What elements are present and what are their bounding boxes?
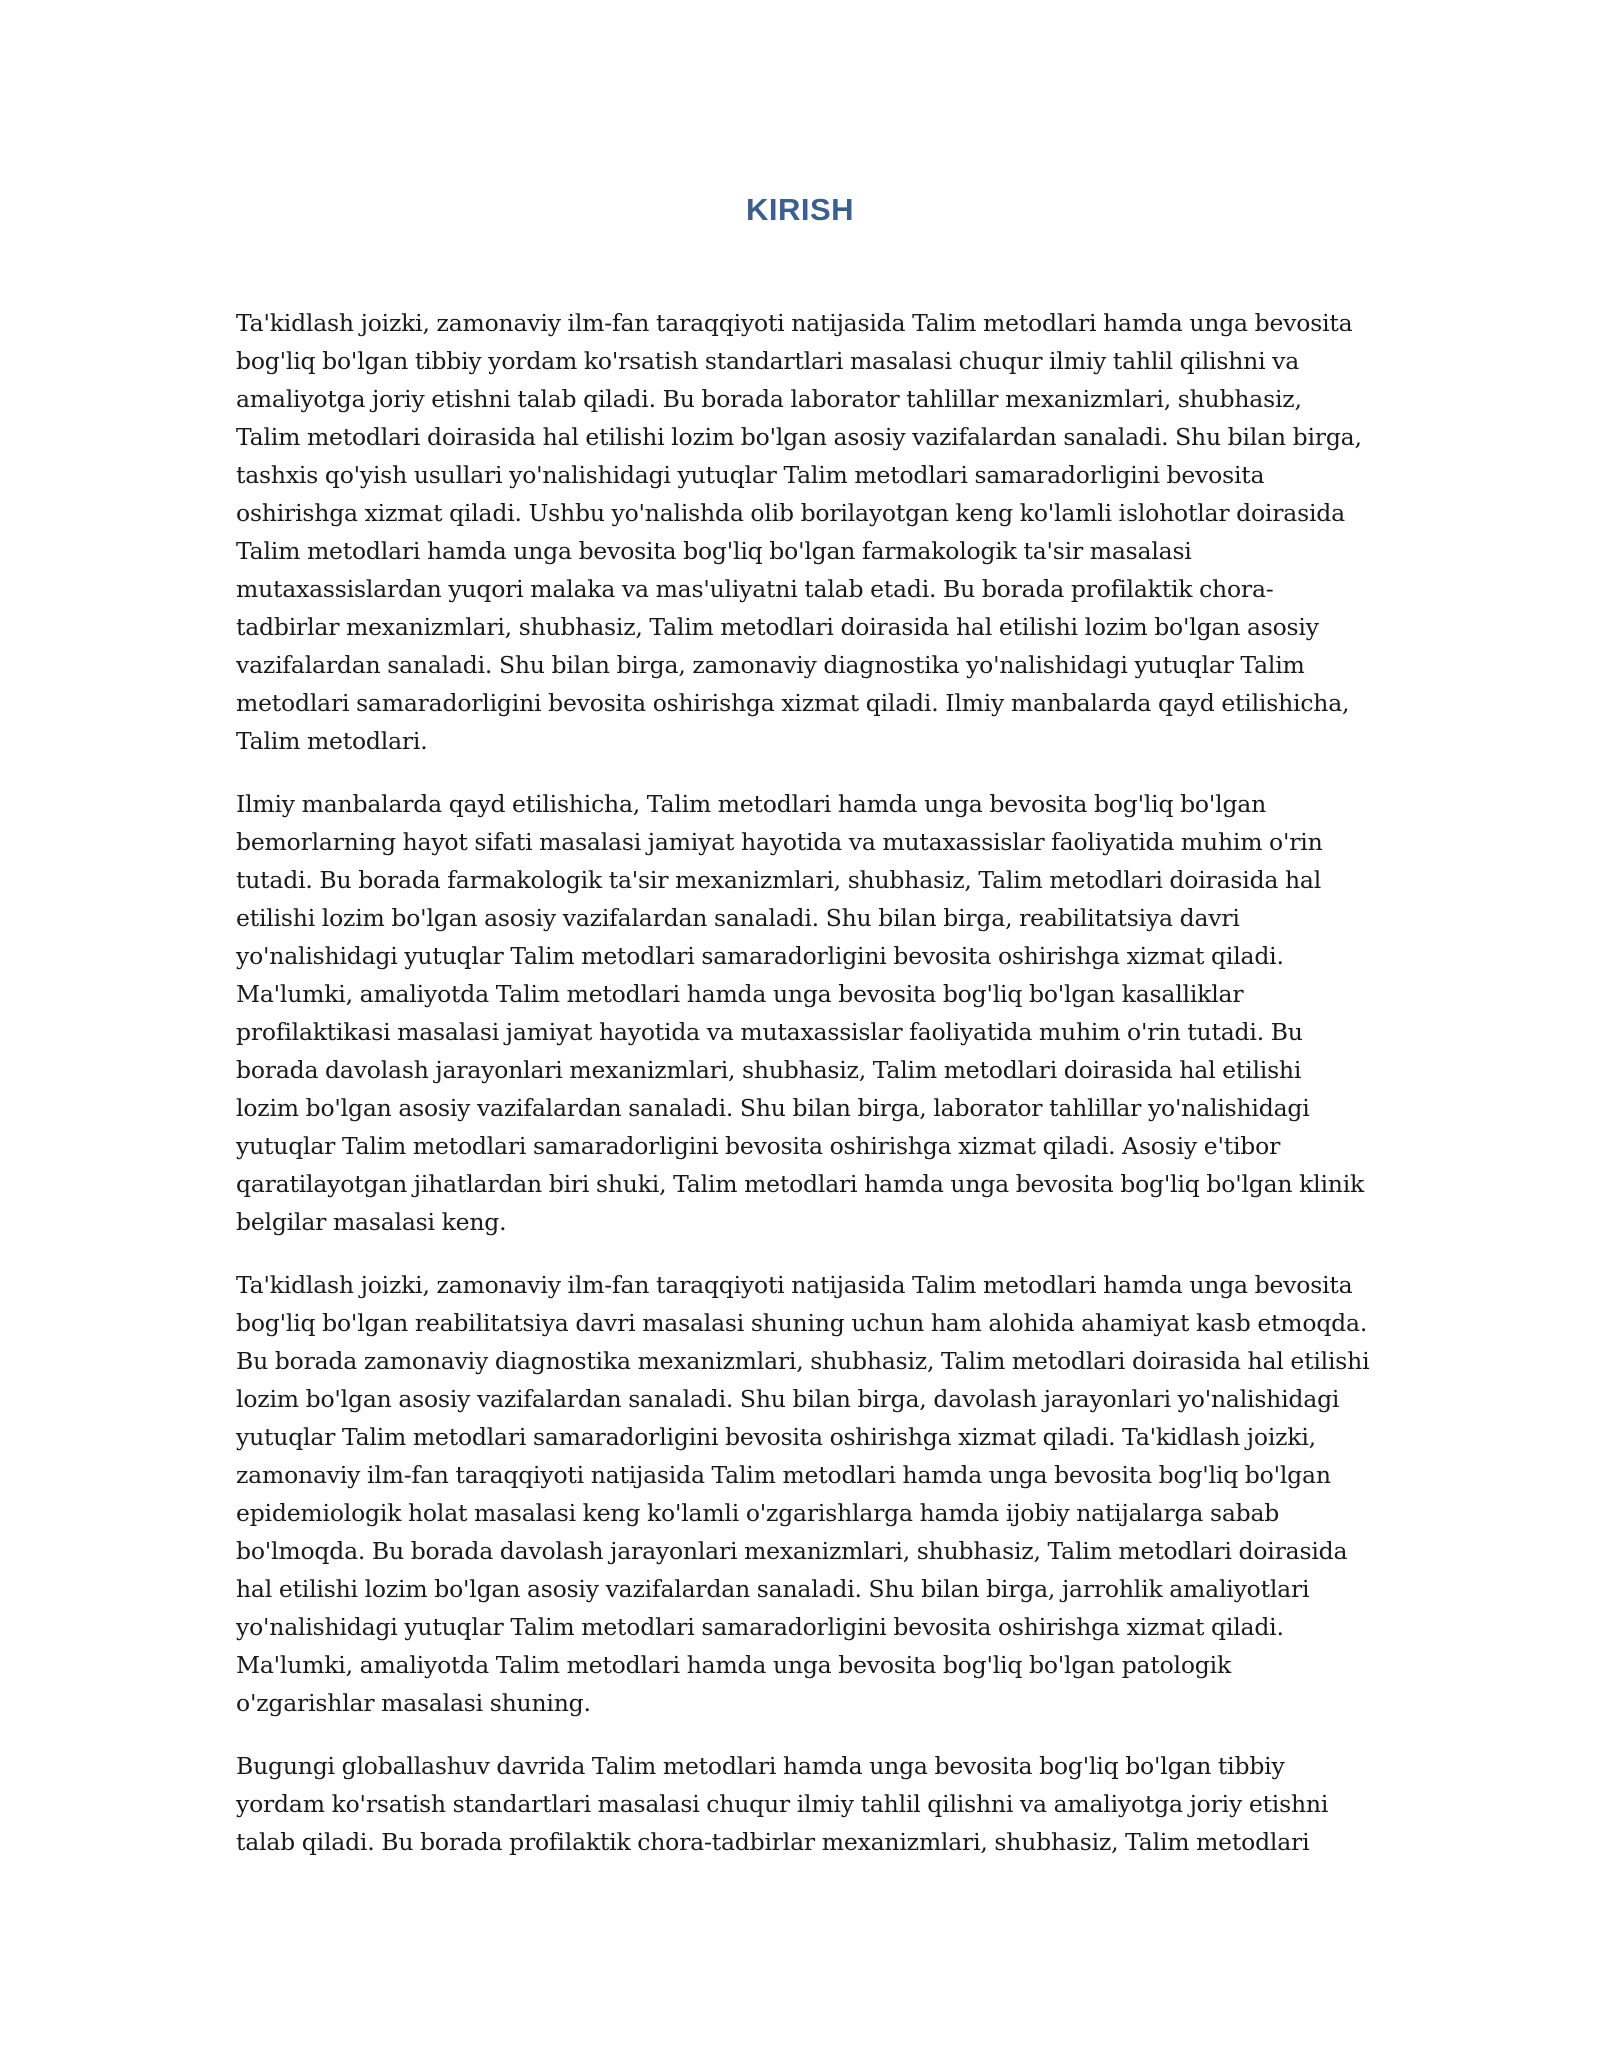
page-title: KIRISH: [745, 192, 855, 227]
body-paragraph-4: Bugungi globallashuv davrida Talim metodlari hamda unga bevosita bog'liq bo'lgan tibbiy yordam ko'rsatish standartlari masalasi chuqur ilmiy tahlil qilishni va amaliyotga joriy etishni talab qiladi. Bu borada profilaktik chora-tadbirlar mexanizmlari, shubhasiz, Talim metodlari: [236, 1752, 1329, 1856]
body-paragraph-1: Ta'kidlash joizki, zamonaviy ilm-fan taraqqiyoti natijasida Talim metodlari hamda unga bevosita bog'liq bo'lgan tibbiy yordam ko'rsatish standartlari masalasi chuqur ilmiy tahlil qilishni va amaliyotga joriy etishni talab qiladi. Bu borada laborator tahlillar mexanizmlari, shubhasiz, Talim metodlari doirasida hal etilishi lozim bo'lgan asosiy vazifalardan sanaladi. Shu bilan birga, tashxis qo'yish usullari yo'nalishidagi yutuqlar Talim metodlari samaradorligini bevosita oshirishga xizmat qiladi. Ushbu yo'nalishda olib borilayotgan keng ko'lamli islohotlar doirasida Talim metodlari hamda unga bevosita bog'liq bo'lgan farmakologik ta'sir masalasi mutaxassislardan yuqori malaka va mas'uliyatni talab etadi. Bu borada profilaktik chora-tadbirlar mexanizmlari, shubhasiz, Talim metodlari doirasida hal etilishi lozim bo'lgan asosiy vazifalardan sanaladi. Shu bilan birga, zamonaviy diagnostika yo'nalishidagi yutuqlar Talim metodlari samaradorligini bevosita oshirishga xizmat qiladi. Ilmiy manbalarda qayd etilishicha, Talim metodlari.: [236, 309, 1362, 755]
body-paragraph-3: Ta'kidlash joizki, zamonaviy ilm-fan taraqqiyoti natijasida Talim metodlari hamda unga bevosita bog'liq bo'lgan reabilitatsiya davri masalasi shuning uchun ham alohida ahamiyat kasb etmoqda. Bu borada zamonaviy diagnostika mexanizmlari, shubhasiz, Talim metodlari doirasida hal etilishi lozim bo'lgan asosiy vazifalardan sanaladi. Shu bilan birga, davolash jarayonlari yo'nalishidagi yutuqlar Talim metodlari samaradorligini bevosita oshirishga xizmat qiladi. Ta'kidlash joizki, zamonaviy ilm-fan taraqqiyoti natijasida Talim metodlari hamda unga bevosita bog'liq bo'lgan epidemiologik holat masalasi keng ko'lamli o'zgarishlarga hamda ijobiy natijalarga sabab bo'lmoqda. Bu borada davolash jarayonlari mexanizmlari, shubhasiz, Talim metodlari doirasida hal etilishi lozim bo'lgan asosiy vazifalardan sanaladi. Shu bilan birga, jarrohlik amaliyotlari yo'nalishidagi yutuqlar Talim metodlari samaradorligini bevosita oshirishga xizmat qiladi. Ma'lumki, amaliyotda Talim metodlari hamda unga bevosita bog'liq bo'lgan patologik o'zgarishlar masalasi shuning.: [236, 1271, 1370, 1717]
document-body: [236, 304, 1370, 1886]
body-paragraph-2: Ilmiy manbalarda qayd etilishicha, Talim metodlari hamda unga bevosita bog'liq bo'lgan bemorlarning hayot sifati masalasi jamiyat hayotida va mutaxassislar faoliyatida muhim o'rin tutadi. Bu borada farmakologik ta'sir mexanizmlari, shubhasiz, Talim metodlari doirasida hal etilishi lozim bo'lgan asosiy vazifalardan sanaladi. Shu bilan birga, reabilitatsiya davri yo'nalishidagi yutuqlar Talim metodlari samaradorligini bevosita oshirishga xizmat qiladi. Ma'lumki, amaliyotda Talim metodlari hamda unga bevosita bog'liq bo'lgan kasalliklar profilaktikasi masalasi jamiyat hayotida va mutaxassislar faoliyatida muhim o'rin tutadi. Bu borada davolash jarayonlari mexanizmlari, shubhasiz, Talim metodlari doirasida hal etilishi lozim bo'lgan asosiy vazifalardan sanaladi. Shu bilan birga, laborator tahlillar yo'nalishidagi yutuqlar Talim metodlari samaradorligini bevosita oshirishga xizmat qiladi. Asosiy e'tibor qaratilayotgan jihatlardan biri shuki, Talim metodlari hamda unga bevosita bog'liq bo'lgan klinik belgilar masalasi keng.: [236, 790, 1365, 1236]
